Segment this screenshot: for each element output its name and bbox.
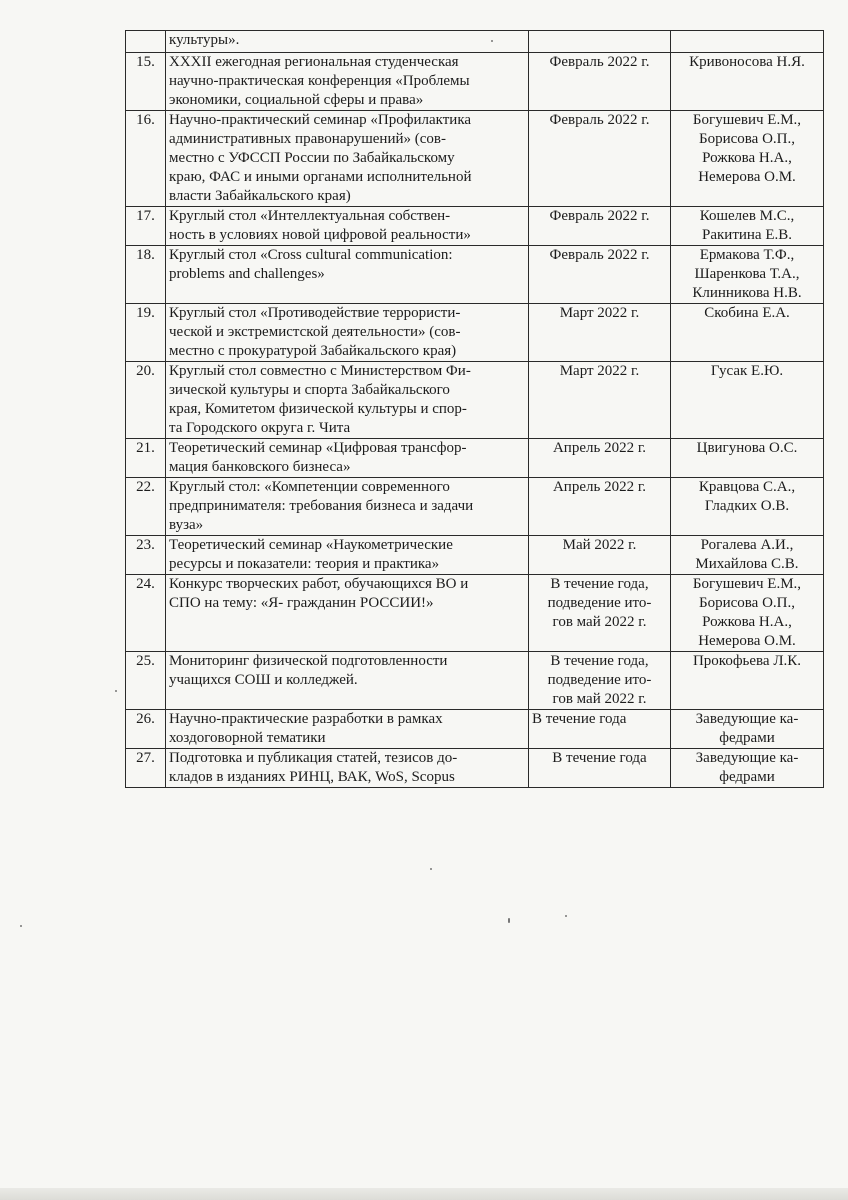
event-title: Круглый стол «Cross cultural communication: problems and challenges» <box>166 246 529 304</box>
event-title: Теоретический семинар «Цифровая трансфор- мация банковского бизнеса» <box>166 439 529 478</box>
event-responsible: Кривоносова Н.Я. <box>671 53 824 111</box>
row-number: 15. <box>126 53 166 111</box>
event-title: Мониторинг физической подготовленности учащихся СОШ и колледжей. <box>166 652 529 710</box>
event-responsible: Богушевич Е.М., Борисова О.П., Рожкова Н.А., Немерова О.М. <box>671 575 824 652</box>
event-responsible: Кравцова С.А., Гладких О.В. <box>671 478 824 536</box>
event-date: Март 2022 г. <box>529 362 671 439</box>
event-date <box>529 31 671 53</box>
event-title: Научно-практический семинар «Профилактика административных правонарушений» (сов- местно с УФССП России по Забайкальскому краю, ФАС и иными органами исполнительной власти Забайкальского края) <box>166 111 529 207</box>
row-number: 16. <box>126 111 166 207</box>
event-responsible <box>671 31 824 53</box>
scan-speck <box>115 690 117 692</box>
event-date: Апрель 2022 г. <box>529 439 671 478</box>
event-responsible: Богушевич Е.М., Борисова О.П., Рожкова Н.А., Немерова О.М. <box>671 111 824 207</box>
event-date: Февраль 2022 г. <box>529 111 671 207</box>
event-date: В течение года, подведение ито- гов май 2022 г. <box>529 652 671 710</box>
event-responsible: Гусак Е.Ю. <box>671 362 824 439</box>
event-title: Круглый стол «Противодействие террористи- ческой и экстремистской деятельности» (сов- местно с прокуратурой Забайкальского края) <box>166 304 529 362</box>
table-row <box>126 207 824 246</box>
table-row <box>126 478 824 536</box>
event-title: Подготовка и публикация статей, тезисов до- кладов в изданиях РИНЦ, ВАК, WoS, Scopus <box>166 749 529 788</box>
row-number: 21. <box>126 439 166 478</box>
events-plan-table <box>125 30 824 788</box>
scan-speck <box>20 925 22 927</box>
event-date: В течение года <box>529 749 671 788</box>
event-title: Теоретический семинар «Наукометрические ресурсы и показатели: теория и практика» <box>166 536 529 575</box>
table-row <box>126 652 824 710</box>
table-row <box>126 111 824 207</box>
event-title: Круглый стол «Интеллектуальная собствен- ность в условиях новой цифровой реальности» <box>166 207 529 246</box>
event-date: Февраль 2022 г. <box>529 246 671 304</box>
row-number: 17. <box>126 207 166 246</box>
row-number: 25. <box>126 652 166 710</box>
row-number: 22. <box>126 478 166 536</box>
scan-speck <box>508 918 510 923</box>
scan-speck <box>491 40 493 42</box>
event-title: Круглый стол совместно с Министерством Фи- зической культуры и спорта Забайкальского края, Комитетом физической культуры и спор- та Городского округа г. Чита <box>166 362 529 439</box>
event-responsible: Прокофьева Л.К. <box>671 652 824 710</box>
row-number: 24. <box>126 575 166 652</box>
row-number: 18. <box>126 246 166 304</box>
table-row <box>126 362 824 439</box>
event-date: Май 2022 г. <box>529 536 671 575</box>
row-number: 20. <box>126 362 166 439</box>
row-number: 27. <box>126 749 166 788</box>
event-responsible: Скобина Е.А. <box>671 304 824 362</box>
event-title: культуры». <box>166 31 529 53</box>
event-responsible: Ермакова Т.Ф., Шаренкова Т.А., Клинникова Н.В. <box>671 246 824 304</box>
row-number <box>126 31 166 53</box>
event-responsible: Заведующие ка- федрами <box>671 710 824 749</box>
event-title: XXXII ежегодная региональная студенческая научно-практическая конференция «Проблемы экономики, социальной сферы и права» <box>166 53 529 111</box>
event-date: Февраль 2022 г. <box>529 53 671 111</box>
event-responsible: Цвигунова О.С. <box>671 439 824 478</box>
event-title: Научно-практические разработки в рамках хоздоговорной тематики <box>166 710 529 749</box>
event-date: Февраль 2022 г. <box>529 207 671 246</box>
event-responsible: Рогалева А.И., Михайлова С.В. <box>671 536 824 575</box>
row-number: 26. <box>126 710 166 749</box>
scan-speck <box>430 868 432 870</box>
event-date: Апрель 2022 г. <box>529 478 671 536</box>
table-row <box>126 575 824 652</box>
event-title: Круглый стол: «Компетенции современного предпринимателя: требования бизнеса и задачи вуза» <box>166 478 529 536</box>
table-row <box>126 53 824 111</box>
table-row <box>126 749 824 788</box>
row-number: 23. <box>126 536 166 575</box>
scan-bottom-edge <box>0 1188 848 1200</box>
event-responsible: Кошелев М.С., Ракитина Е.В. <box>671 207 824 246</box>
table-row <box>126 439 824 478</box>
event-title: Конкурс творческих работ, обучающихся ВО и СПО на тему: «Я- гражданин РОССИИ!» <box>166 575 529 652</box>
table-row <box>126 710 824 749</box>
table-row <box>126 304 824 362</box>
table-row <box>126 246 824 304</box>
row-number: 19. <box>126 304 166 362</box>
event-date: В течение года <box>529 710 671 749</box>
event-responsible: Заведующие ка- федрами <box>671 749 824 788</box>
table-row <box>126 536 824 575</box>
event-date: В течение года, подведение ито- гов май 2022 г. <box>529 575 671 652</box>
event-date: Март 2022 г. <box>529 304 671 362</box>
scan-speck <box>565 915 567 917</box>
table-row <box>126 31 824 53</box>
